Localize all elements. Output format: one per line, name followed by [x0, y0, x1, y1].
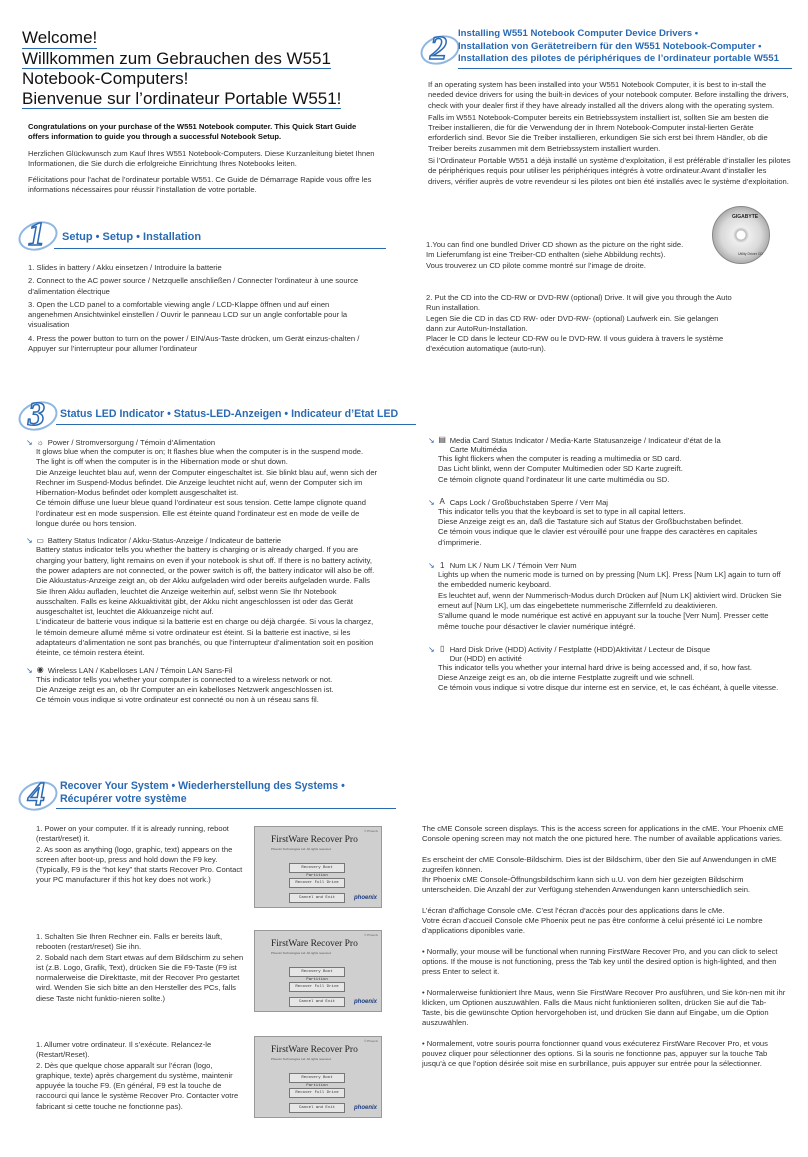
setup-steps [18, 263, 368, 354]
welcome-en: Welcome! [22, 28, 98, 47]
recover-steps-fr: 1. Allumer votre ordinateur. Il s’exécute. Relancez-le (Restart/Reset). 2. Dès que quelque chose apparaît sur l’écran (logo, graphique, texte) après chargement du système, maintenir appuyée la touche F9. (En général, F9 est la touche de raccourci qui lance le système Recover Pro. Contacter votre fabricant si cette touche ne fonctionne pas). [36, 1040, 239, 1111]
drivers-para-fr: Si l’Ordinateur Portable W551 a déjà installé un système d’exploitation, il est préférable d’installer les pilotes de périphériques requis pour utiliser les périphériques intégrés à votre ordinateur.Avant d’installer les drivers, vérifier auprès de votre revendeur si les pilotes ont bien été installés avec le système d’exploitation. [428, 156, 791, 186]
led-item: ↘ 1 Num LK / Num LK / Témoin Verr Num Lights up when the numeric mode is turned on by pressing [Num LK]. Press [Num LK] again to turn off the embedded numeric keyboard. Es leuchtet auf, wenn der Nummerisch-Modus durch Drücken auf [Num LK] aktiviert wird. Drücken Sie erneut auf [Num LK], um das eingebettete nummerische Ziffernfeld zu deaktivieren. S’allume quand le mode numérique est activé en appuyant sur la touche [Verr Num]. Presser cette même touche pour désactiver le clavier numérique intégré. [428, 560, 782, 631]
recover-pro-screenshot: © Phoenix FirstWare Recover Pro Phoenix Technologies Ltd. All rights reserved. Recovery Boot Partition Recover Full Drive Cancel and Exit phoenix [254, 1036, 382, 1118]
section-number-badge: 2 [420, 30, 464, 70]
recover-note: • Normally, your mouse will be functional when running FirstWare Recover Pro, and you can click to select options. If the mouse is not functioning, press the Tab key until the desired option is high-lighted, and then press Enter to select it. [422, 946, 778, 977]
drivers-step1: 1.You can find one bundled Driver CD shown as the picture on the right side. Im Lieferumfang ist eine Treiber-CD enthalten (siehe Abbildung rechts). Vous trouverez un CD pilote comme montré sur l’image de droite. [426, 240, 684, 270]
led-left-column [26, 438, 378, 713]
drivers-section [420, 26, 792, 187]
drivers-header [420, 26, 792, 70]
welcome-heading [22, 28, 402, 109]
setup-step: 1. Slides in battery / Akku einsetzen / Introduire la batterie [28, 263, 222, 272]
drivers-para-en: If an operating system has been installed into your W551 Notebook Computer, it is best to in-stall the needed device drivers for using the built-in devices of your notebook computer. Before installing the drivers, check with your dealer first if they have already installed all the drivers along with the operating system. [428, 80, 789, 110]
caps-lock-icon: A [439, 497, 445, 507]
driver-cd-image: GIGABYTE Utility Driver CD [712, 206, 778, 264]
recover-pro-screenshot: © Phoenix FirstWare Recover Pro Phoenix Technologies Ltd. All rights reserved. Recovery Boot Partition Recover Full Drive Cancel and Exit phoenix [254, 826, 382, 908]
led-item: ↘ ▯ Hard Disk Drive (HDD) Activity / Festplatte (HDD)Aktivität / Lecteur de Disque Dur (HDD) en activité This indicator tells you whether your internal hard drive is being accessed and, if so, how fast. Diese Anzeige zeigt es an, ob die interne Festplatte zugreift und wie schnell. Ce témoin vous indique si votre disque dur interne est en service, et, le cas échéant, à quelle vitesse. [428, 643, 779, 693]
recover-note: • Normalerweise funktioniert Ihre Maus, wenn Sie FirstWare Recover Pro ausführen, und Sie kön-nen mit ihr klicken, um Optionen auszuwählen. Falls die Maus nicht funktionieren sollten, drücken Sie auf die Tab-Taste, bis die gewünschte Option hervorgehoben ist, und drücken Sie dann auf Eingabe, um die Option auszuwählen. [422, 987, 786, 1028]
recover-notes [422, 824, 786, 1070]
led-item: ↘ ▭ Battery Status Indicator / Akku-Status-Anzeige / Indicateur de batterie Battery status indicator tells you whether the battery is charging or is already charged. If you are charging your battery, light remains on even if your notebook is shut off. If there is no battery activity, the power adapters are not connected, or the power switch is off, the battery indicator will also be off. Die Akkustatus-Anzeige zeigt an, ob der Akku aufgeladen wird oder bereits aufgeladen wurde. Falls Sie Ihren Akku aufladen, leuchtet die Anzeige weiterhin auf, selbst wenn Sie Ihr Notebook ausschalten. Falls es keine Akkuaktivität gibt, der Akku nicht angeschlossen ist oder das Gerät ausgeschaltet ist, leuchtet die Akkuanzeige nicht auf. L’indicateur de batterie vous indique si la batterie est en charge ou déjà chargée. Si vous la chargez, le témoin demeure allumé même si votre ordinateur est éteint. Si la batterie est inactive, si les adaptateurs d’alimentation ne sont pas branchés, ou que l’interrupteur d’alimentation soit en position éteinte, ce témoin restera éteint. [26, 535, 375, 658]
setup-title: Setup • Setup • Installation [62, 230, 202, 243]
led-item: ↘ ☼ Power / Stromversorgung / Témoin d’Alimentation It glows blue when the computer is on; It flashes blue when the computer is in the suspend mode. The light is off when the computer is in the Hibernation mode or shut down. Die Anzeige leuchtet blau auf, wenn der Computer eingeschaltet ist. Sie blinkt blau auf, wenn sich der Rechner im Suspend-Modus befindet. Die Anzeige leuchtet nicht auf, wenn der Computer sich im Hibernation-Modus befindet oder komplett ausgeschaltet ist. Ce témoin diffuse une lueur bleue quand l’ordinateur est sous tension. Cette lampe clignote quand l’ordinateur est en mode suspension. Elle est éteinte quand l’ordinateur est en mode de veille de longue durée ou hors tension. [26, 437, 378, 529]
recover-pro-screenshot: © Phoenix FirstWare Recover Pro Phoenix Technologies Ltd. All rights reserved. Recovery Boot Partition Recover Full Drive Cancel and Exit phoenix [254, 930, 382, 1012]
media-card-icon: ▤ [438, 435, 446, 444]
setup-step: 3. Open the LCD panel to a comfortable viewing angle / LCD-Klappe öffnen und auf einen angenehmen Ansichtwinkel einstellen / Ouvrir le panneau LCD sur un angle confortable pour la visualisation [28, 299, 348, 330]
drivers-title: Installing W551 Notebook Computer Device Drivers • Installation von Gerätetreibern für den W551 Notebook-Computer • Installation des pilotes de périphériques de l’ordinateur portable W551 [458, 28, 779, 65]
welcome-de-2: Notebook-Computers! [22, 69, 189, 88]
recover-note: L’écran d’affichage Console cMe. C’est l’écran d’accès pour des applications dans le cMe. Votre écran d’accueil Console cMe Phoenix peut ne pas être conforme à celui présenté ici Le nombre d’applications diponibles varie. [422, 905, 763, 936]
drivers-step2: 2. Put the CD into the CD-RW or DVD-RW (optional) Drive. It will give you through the Auto Run installation. Legen Sie die CD in das CD RW- oder DVD-RW- (optional) Laufwerk ein. Sie gelangen dann zur AutoRun-Installation. Placer le CD dans le lecteur CD-RW ou le DVD-RW. Il vous guidera à travers le système d’exécution automatique (auto-run). [426, 293, 732, 354]
num-lock-icon: 1 [439, 560, 445, 570]
section-number-badge: 4 [18, 776, 62, 816]
divider [54, 248, 386, 249]
intro-en: Congratulations on your purchase of the W551 Notebook computer. This Quick Start Guide offers information to guide you through a successful Notebook Setup. [28, 122, 357, 142]
section-number-badge: 1 [18, 216, 62, 256]
drivers-para-de: Falls im W551 Notebook-Computer bereits ein Betriebssystem installiert ist, sollten Sie am besten die Treiber installieren, die für die Verwendung der in Ihrem Notebook-Computer instal-lierten Geräte erforderlich sind. Bevor Sie die Treiber installieren, erkundigen Sie sich erst bei Ihrem Händler, ob die Treiber bereits zusammen mit dem Betriebssystem installiert wurden. [428, 112, 769, 153]
setup-section [18, 216, 386, 357]
setup-step: 4. Press the power button to turn on the power / EIN/Aus-Taste drücken, um Gerät einzus-chalten / Appuyer sur l’interrupteur pour allumer l’ordinateur [28, 333, 360, 354]
recover-steps-de: 1. Schalten Sie Ihren Rechner ein. Falls er bereits läuft, rebooten (restart/reset) Sie ihn. 2. Sobald nach dem Start etwas auf dem Bildschirm zu sehen ist (z.B. Logo, Grafik, Text), drücken Sie die F9-Taste (F9 ist normalerweise die Direkttaste, mit der Recover Pro gestartet wird. Wenden Sie sich bitte an den Hersteller des PCs, falls diese Taste nicht funktio-nieren sollte.) [36, 932, 244, 1003]
recover-steps-en: 1. Power on your computer. If it is already running, reboot (restart/reset) it. 2. As soon as anything (logo, graphic, text) appears on the screen after boot-up, press and hold down the F9 key. (Typically, F9 is the “hot key” that starts Recover Pro. Contact your PC manufacturer if this hot key does not work.) [36, 824, 243, 885]
led-item: ↘ ◉ Wireless LAN / Kabelloses LAN / Témoin LAN Sans-Fil This indicator tells you whether your computer is connected to a wireless network or not. Die Anzeige zeigt es an, ob Ihr Computer an ein kabelloses Netzwerk angeschlossen ist. Ce témoin vous indique si votre ordinateur est connecté ou non à un réseau sans fil. [26, 665, 334, 705]
power-icon: ☼ [36, 437, 44, 447]
section-number-badge: 3 [18, 396, 62, 436]
recover-note: • Normalement, votre souris pourra fonctionner quand vous exécuterez FirstWare Recover Pro, et vous pouvez cliquer pour sélectionner des options. Si la souris ne fonctionne pas, appuyer sur la touche Tab jusqu’à ce que l’option désirée soit mise en surbrillance, puis appuyer sur entrée pour la sélectionner. [422, 1038, 768, 1069]
recover-note: Es erscheint der cME Console-Bildschirm. Dies ist der Bildschirm, über den Sie auf Anwendungen in cME zugreifen können. Ihr Phoenix cME Console-Öffnungsbildschirm kann sich u.U. von dem hier gezeigten Bildschirm unterscheiden. Die Anzahl der zur Verfügung stehenden Anwendungen kann unterschiedlich sein. [422, 854, 777, 895]
led-right-column [428, 436, 784, 701]
led-item: ↘ ▤ Media Card Status Indicator / Media-Karte Statusanzeige / Indicateur d’état de la Carte Multimédia This light flickers when the computer is reading a multimedia or SD card. Das Licht blinkt, wenn der Computer Multimedien oder SD Karte zugreift. Ce témoin clignote quand l’ordinateur lit une carte multimédia ou SD. [428, 435, 721, 484]
intro-fr: Félicitations pour l’achat de l’ordinateur portable W551. Ce Guide de Démarrage Rapide vous offre les informations nécessaires pour réussir l’installation de votre portable. [28, 175, 372, 195]
drivers-text [420, 80, 792, 187]
led-item: ↘ A Caps Lock / Großbuchstaben Sperre / Verr Maj This indicator tells you that the keyboard is set to type in all capital letters. Diese Anzeige zeigt es an, daß die Tastature sich auf Status der Großbuchstaben befindet. Ce témoin vous indique que le clavier est vérouillé pour une frappe des caractères en capitales d’imprimerie. [428, 497, 758, 547]
setup-header [18, 216, 386, 256]
recover-note: The cME Console screen displays. This is the access screen for applications in the cME. Your Phoenix cME Console opening screen may not match the one pictured here. The number of available applications varies. [422, 824, 784, 844]
welcome-fr: Bienvenue sur l’ordinateur Portable W551! [22, 88, 342, 108]
recover-title: Recover Your System • Wiederherstellung des Systems • Récupérer votre système [60, 780, 345, 805]
setup-step: 2. Connect to the AC power source / Netzquelle anschließen / Connecter l’ordinateur à une source d’alimentation électrique [28, 276, 359, 296]
hdd-icon: ▯ [440, 643, 445, 653]
intro-de: Herzlichen Glückwunsch zum Kauf Ihres W551 Notebook-Computers. Diese Kurzanleitung bietet Ihnen Informationen, die Sie durch die erfolgreiche Einrichtung Ihres Notebooks leiten. [28, 148, 375, 168]
welcome-de: Willkommen zum Gebrauchen des W551 [22, 48, 331, 68]
battery-icon: ▭ [36, 535, 44, 545]
led-title: Status LED Indicator • Status-LED-Anzeigen • Indicateur d’Etat LED [60, 408, 399, 420]
intro [28, 122, 378, 202]
wireless-icon: ◉ [36, 665, 44, 675]
